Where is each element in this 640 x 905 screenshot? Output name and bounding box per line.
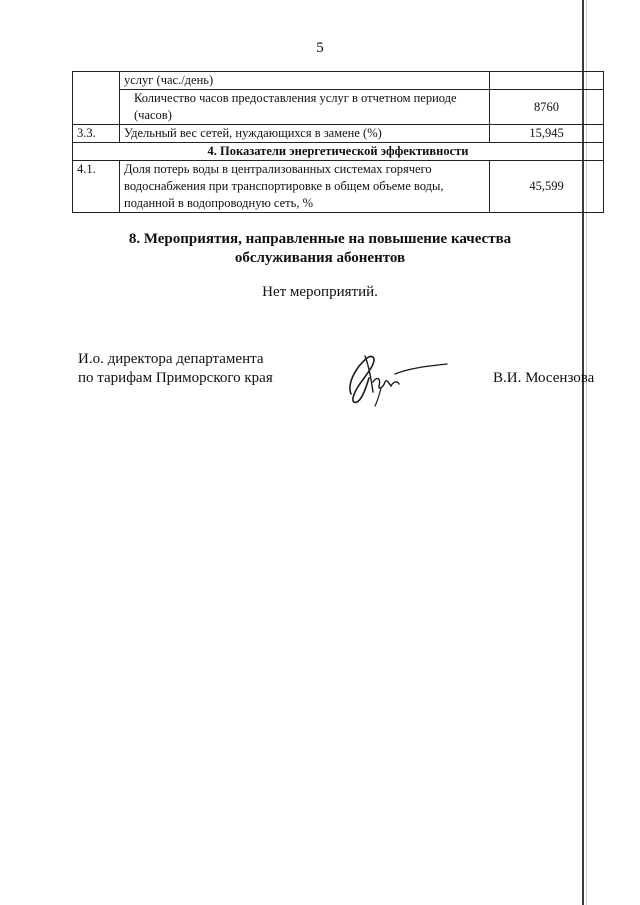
page-number: 5 xyxy=(316,40,324,56)
indicator-cell: Доля потерь воды в централизованных системах горячего водоснабжения при транспортировке в общем объеме воды, поданной в водопроводную сеть, % xyxy=(120,161,490,213)
row-number-cell: 3.3. xyxy=(73,125,120,143)
value-cell: 45,599 xyxy=(490,161,604,213)
table-row xyxy=(73,72,604,90)
table-section-row xyxy=(73,143,604,161)
row-number-cell xyxy=(73,72,120,125)
table-row xyxy=(73,125,604,143)
indicator-cell: Удельный вес сетей, нуждающихся в замене (%) xyxy=(120,125,490,143)
signer-position xyxy=(78,350,273,388)
value-cell: 8760 xyxy=(490,90,604,125)
row-number-cell: 4.1. xyxy=(73,161,120,213)
section-8-title-line1: 8. Мероприятия, направленные на повышение качества xyxy=(128,231,512,247)
section-8-text: Нет мероприятий. xyxy=(262,284,378,300)
indicators-table xyxy=(72,71,604,213)
indicator-cell: услуг (час./день) xyxy=(120,72,490,90)
section-8-heading xyxy=(80,230,560,268)
position-line1: И.о. директора департамента xyxy=(78,351,264,367)
section-8-title-line2: обслуживания абонентов xyxy=(234,250,406,266)
value-cell: 15,945 xyxy=(490,125,604,143)
table-row xyxy=(73,161,604,213)
signer-name: В.И. Мосензова xyxy=(493,370,595,386)
position-line2: по тарифам Приморского края xyxy=(78,370,273,386)
table-row xyxy=(73,90,604,125)
indicator-cell: Количество часов предоставления услуг в отчетном периоде (часов) xyxy=(120,90,490,125)
handwritten-signature xyxy=(343,348,451,410)
section-title-cell: 4. Показатели энергетической эффективности xyxy=(73,143,604,161)
value-cell xyxy=(490,72,604,90)
